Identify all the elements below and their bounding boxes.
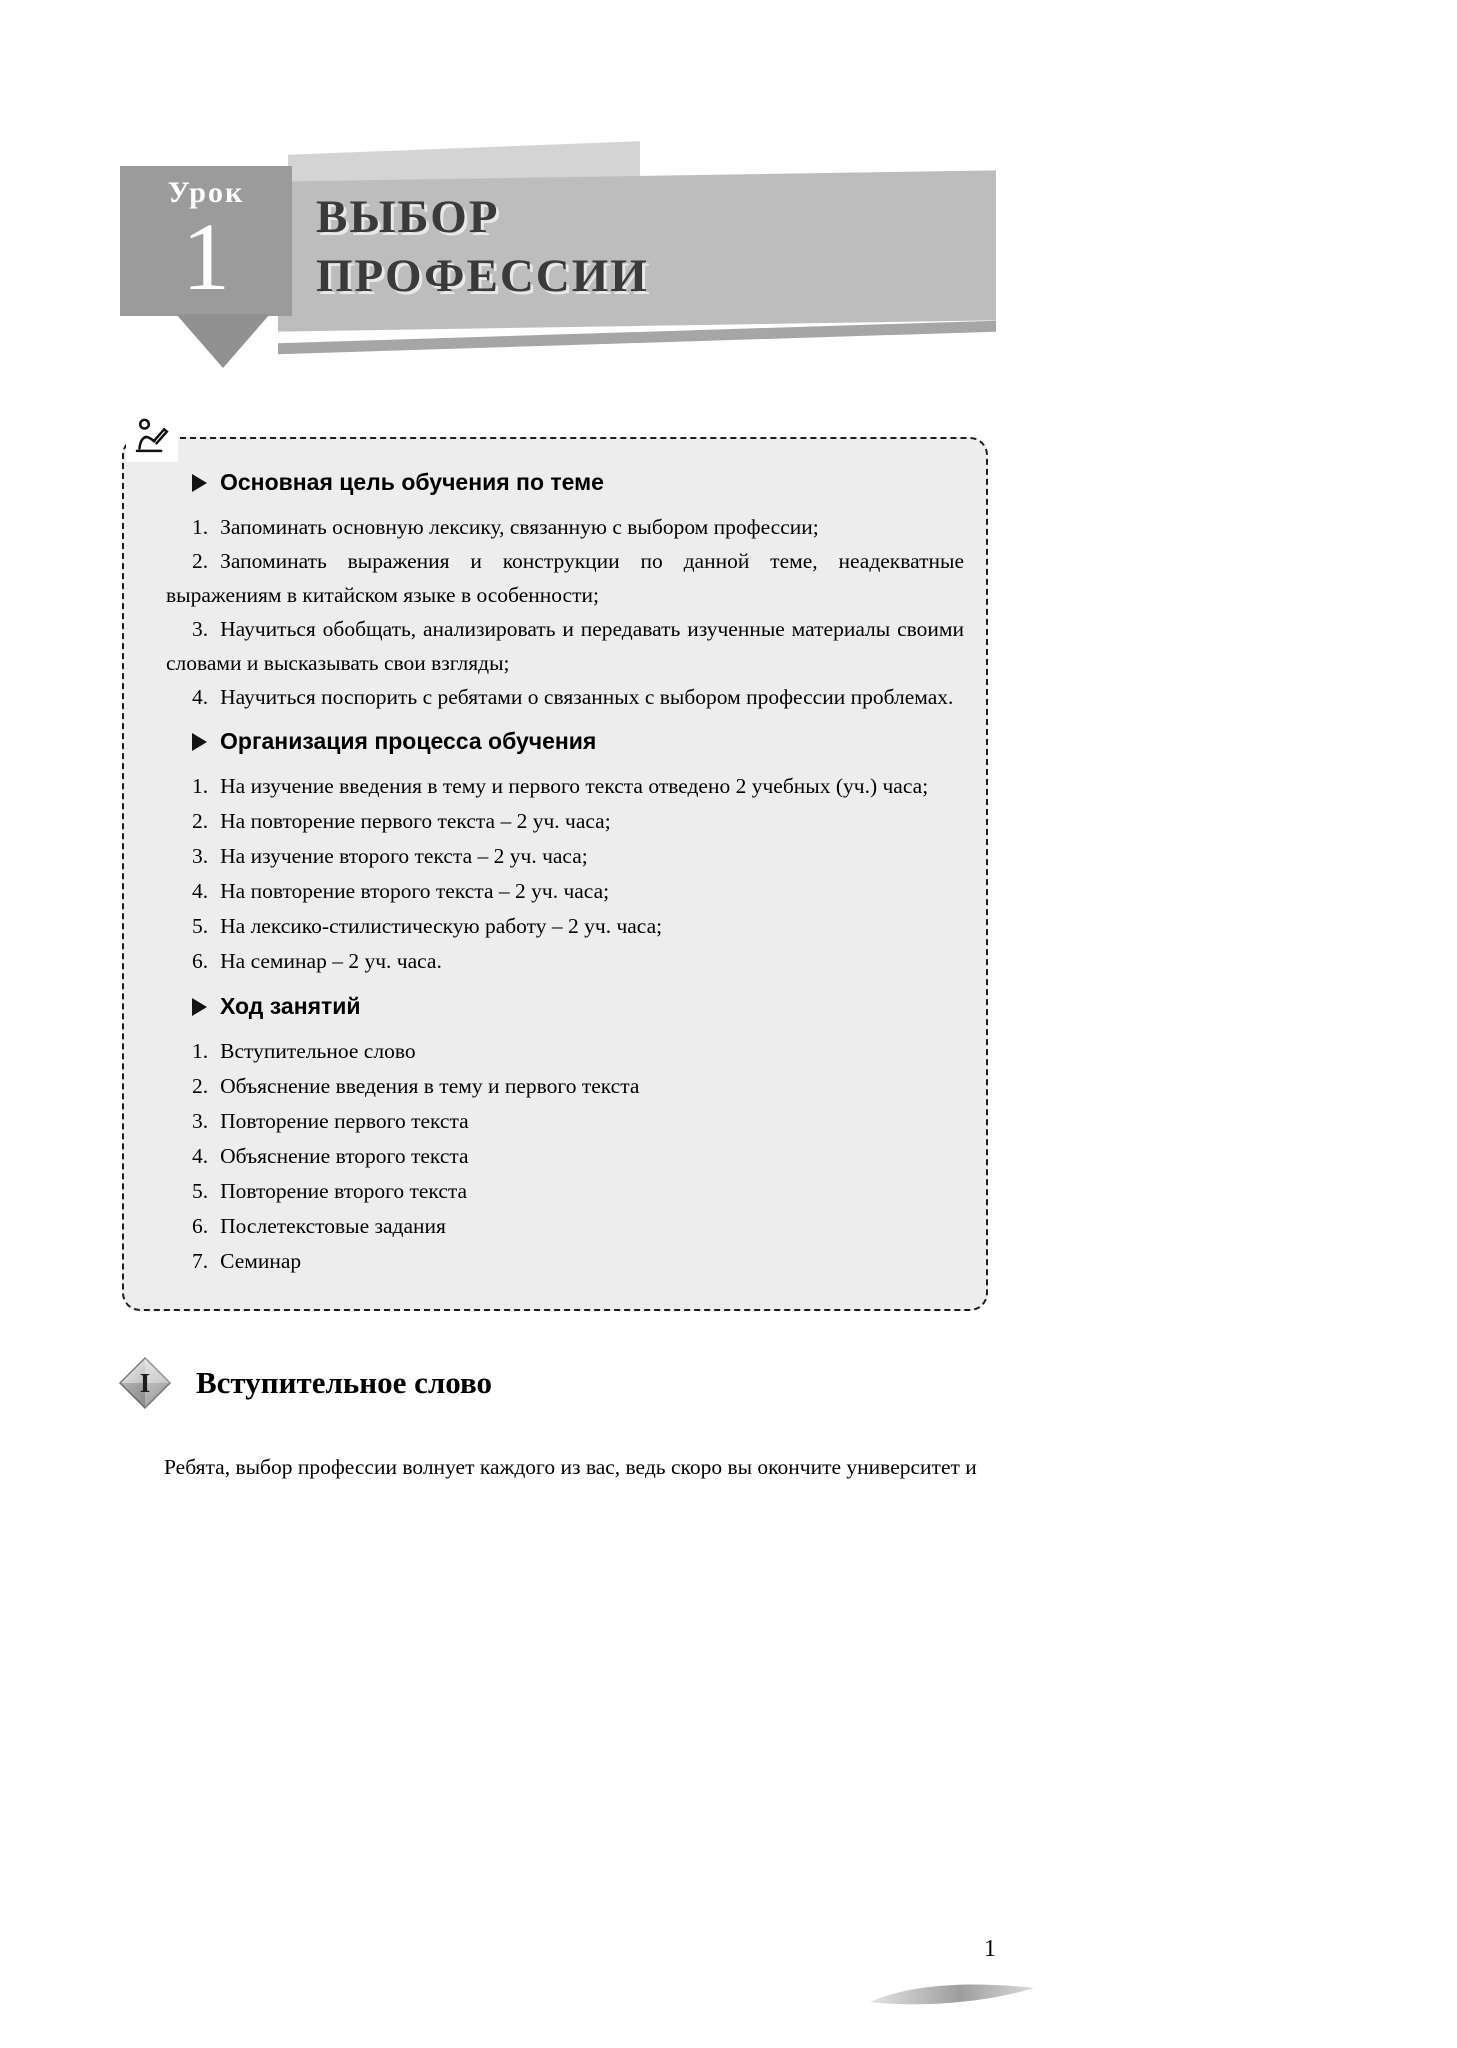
item-number: 3. — [192, 1109, 209, 1133]
list-item — [166, 1244, 964, 1279]
list-item — [166, 1069, 964, 1104]
lesson-header — [120, 148, 1002, 388]
list-item — [166, 1174, 964, 1209]
procedure-list — [166, 1034, 964, 1279]
item-number: 3. — [192, 617, 209, 641]
lesson-title-line2: ПРОФЕССИИ — [316, 249, 649, 302]
chapter-heading-row — [118, 1356, 492, 1410]
item-number: 4. — [192, 879, 209, 903]
list-item — [166, 612, 964, 680]
item-number: 2. — [192, 1074, 209, 1098]
item-text: На лексико-стилистическую работу – 2 уч. часа; — [220, 914, 663, 938]
down-arrow-icon — [176, 314, 270, 368]
item-number: 4. — [192, 685, 209, 709]
lesson-label: Урок — [167, 176, 245, 209]
item-text: Научиться обобщать, анализировать и передавать изученные материалы своими словами и высказывать свои взгляды; — [166, 617, 964, 675]
item-text: Повторение первого текста — [220, 1109, 469, 1133]
list-item — [166, 874, 964, 909]
item-text: Запоминать основную лексику, связанную с выбором профессии; — [220, 515, 819, 539]
lesson-title-line1: ВЫБОР — [316, 191, 500, 243]
lesson-number-block — [120, 166, 292, 316]
item-number: 2. — [192, 809, 209, 833]
item-text: Вступительное слово — [220, 1039, 416, 1063]
item-text: На изучение второго текста – 2 уч. часа; — [220, 844, 588, 868]
item-number: 1. — [192, 515, 209, 539]
item-number: 7. — [192, 1249, 209, 1273]
lesson-title — [316, 188, 649, 306]
page-number: 1 — [984, 1936, 996, 1962]
item-text: Научиться поспорить с ребятами о связанных с выбором профессии проблемах. — [220, 685, 954, 709]
section-heading-text: Организация процесса обучения — [220, 728, 597, 754]
goals-list — [166, 510, 964, 714]
lesson-overview-box — [122, 437, 988, 1311]
item-number: 6. — [192, 949, 209, 973]
list-item — [166, 510, 964, 544]
list-item — [166, 1139, 964, 1174]
gem-icon — [118, 1356, 172, 1410]
section-heading-organization — [192, 728, 964, 755]
list-item — [166, 1104, 964, 1139]
swoosh-decoration — [866, 1978, 1038, 2015]
item-number: 1. — [192, 1039, 209, 1063]
item-number: 1. — [192, 774, 209, 798]
item-number: 2. — [192, 549, 209, 573]
list-item — [166, 769, 964, 804]
list-item — [166, 839, 964, 874]
item-number: 5. — [192, 1179, 209, 1203]
list-item — [166, 680, 964, 714]
item-number: 3. — [192, 844, 209, 868]
item-text: На повторение первого текста – 2 уч. часа; — [220, 809, 611, 833]
item-text: Повторение второго текста — [220, 1179, 468, 1203]
item-number: 5. — [192, 914, 209, 938]
section-heading-text: Основная цель обучения по теме — [220, 469, 604, 495]
list-item — [166, 804, 964, 839]
item-text: На семинар – 2 уч. часа. — [220, 949, 442, 973]
triangle-bullet-icon — [192, 998, 207, 1016]
item-text: Объяснение второго текста — [220, 1144, 469, 1168]
section-heading-goals — [192, 469, 964, 496]
section-heading-text: Ход занятий — [220, 993, 361, 1019]
intro-paragraph: Ребята, выбор профессии волнует каждого из вас, ведь скоро вы окончите университет и — [164, 1455, 977, 1479]
item-text: На изучение введения в тему и первого текста отведено 2 учебных (уч.) часа; — [220, 774, 929, 798]
list-item — [166, 1209, 964, 1244]
item-text: На повторение второго текста – 2 уч. часа; — [220, 879, 610, 903]
chapter-title: Вступительное слово — [196, 1365, 493, 1400]
triangle-bullet-icon — [192, 474, 207, 492]
item-text: Объяснение введения в тему и первого текста — [220, 1074, 640, 1098]
item-number: 6. — [192, 1214, 209, 1238]
organization-list — [166, 769, 964, 979]
chapter-numeral: I — [139, 1367, 151, 1398]
lesson-number: 1 — [182, 203, 230, 310]
triangle-bullet-icon — [192, 733, 207, 751]
list-item — [166, 909, 964, 944]
item-text: Запоминать выражения и конструкции по данной теме, неадекватные выражениям в китайском языке в особенности; — [166, 549, 964, 607]
list-item — [166, 1034, 964, 1069]
writer-icon — [126, 413, 178, 462]
section-heading-procedure — [192, 993, 964, 1020]
list-item — [166, 544, 964, 612]
item-text: Семинар — [220, 1249, 302, 1273]
item-number: 4. — [192, 1144, 209, 1168]
list-item — [166, 944, 964, 979]
item-text: Послетекстовые задания — [220, 1214, 446, 1238]
